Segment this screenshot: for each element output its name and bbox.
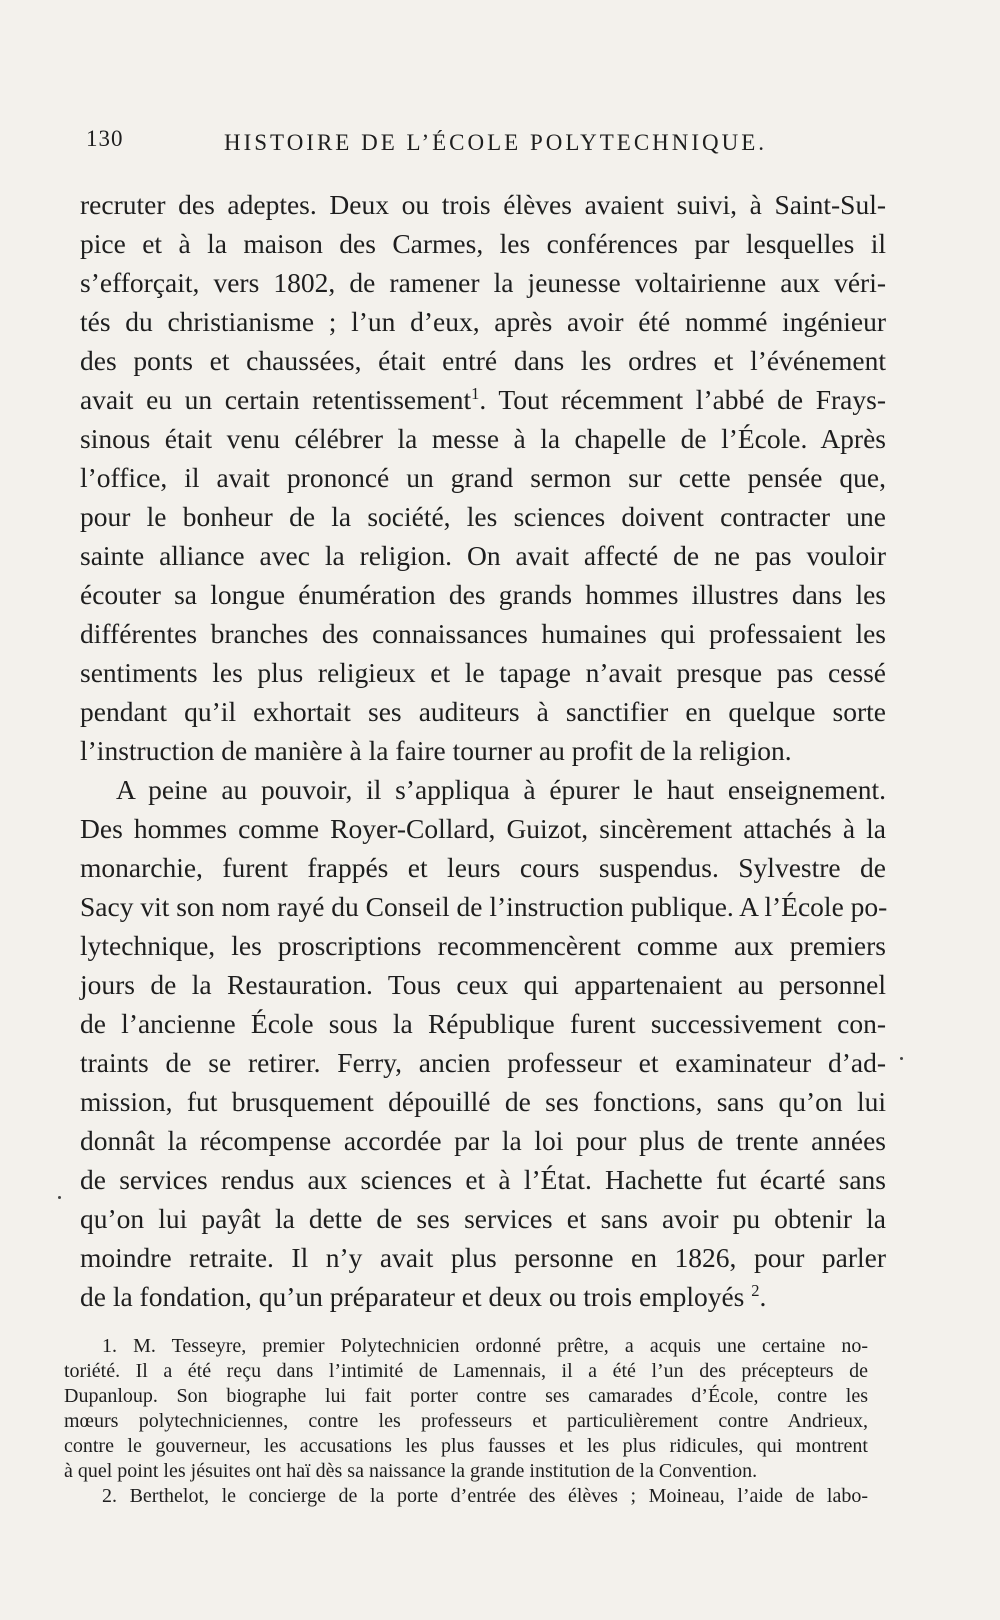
text-line-with-footnote-ref xyxy=(80,1280,886,1314)
text-line: des ponts et chaussées, était entré dans les ordres et l’événement xyxy=(80,345,886,376)
text-line: écouter sa longue énumération des grands hommes illustres dans les xyxy=(80,579,886,610)
text-line: l’instruction de manière à la faire tourner au profit de la religion. xyxy=(80,735,792,766)
text-line: pice et à la maison des Carmes, les conférences par lesquelles il xyxy=(80,228,886,259)
text-line: tés du christianisme ; l’un d’eux, après avoir été nommé ingénieur xyxy=(80,306,886,337)
text-line: A peine au pouvoir, il s’appliqua à épurer le haut enseignement. xyxy=(116,774,886,805)
text-line: sinous était venu célébrer la messe à la chapelle de l’École. Après xyxy=(80,423,886,454)
text-line: sainte alliance avec la religion. On avait affecté de ne pas vouloir xyxy=(80,540,886,571)
text-line: s’efforçait, vers 1802, de ramener la jeunesse voltairienne aux véri- xyxy=(80,267,886,298)
text-line: traints de se retirer. Ferry, ancien professeur et examinateur d’ad- xyxy=(80,1047,886,1078)
text-segment: . xyxy=(759,1281,767,1312)
text-segment: . Tout récemment l’abbé de Frays- xyxy=(479,384,887,415)
text-line: de l’ancienne École sous la République furent successivement con- xyxy=(80,1008,886,1039)
text-line: de services rendus aux sciences et à l’État. Hachette fut écarté sans xyxy=(80,1164,886,1195)
footnote-reference: 1 xyxy=(471,383,480,403)
footnote-line: 1. M. Tesseyre, premier Polytechnicien ordonné prêtre, a acquis une certaine no- xyxy=(102,1335,868,1357)
text-line: qu’on lui payât la dette de ses services et sans avoir pu obtenir la xyxy=(80,1203,886,1234)
text-line: moindre retraite. Il n’y avait plus personne en 1826, pour parler xyxy=(80,1242,886,1273)
text-line: monarchie, furent frappés et leurs cours suspendus. Sylvestre de xyxy=(80,852,886,883)
footnote-reference: 2 xyxy=(751,1280,760,1300)
text-line: recruter des adeptes. Deux ou trois élèves avaient suivi, à Saint-Sul- xyxy=(80,189,886,220)
text-line: l’office, il avait prononcé un grand sermon sur cette pensée que, xyxy=(80,462,886,493)
footnote-line: mœurs polytechniciennes, contre les professeurs et particulièrement contre Andrieux, xyxy=(64,1410,868,1432)
ink-speck xyxy=(900,1057,903,1060)
text-line: Des hommes comme Royer-Collard, Guizot, sincèrement attachés à la xyxy=(80,813,886,844)
text-line: différentes branches des connaissances humaines qui professaient les xyxy=(80,618,886,649)
text-line: mission, fut brusquement dépouillé de ses fonctions, sans qu’on lui xyxy=(80,1086,886,1117)
text-line: Sacy vit son nom rayé du Conseil de l’instruction publique. A l’École po- xyxy=(80,891,888,922)
text-segment: de la fondation, qu’un préparateur et deux ou trois employés xyxy=(80,1281,745,1312)
footnote-line: toriété. Il a été reçu dans l’intimité de Lamennais, il a été l’un des précepteurs de xyxy=(64,1360,868,1382)
text-line-with-footnote-ref xyxy=(80,383,886,417)
footnote-line: Dupanloup. Son biographe lui fait porter contre ses camarades d’École, contre les xyxy=(64,1385,868,1407)
page-number: 130 xyxy=(86,126,124,151)
text-line: sentiments les plus religieux et le tapage n’avait presque pas cessé xyxy=(80,657,886,688)
text-line: jours de la Restauration. Tous ceux qui appartenaient au personnel xyxy=(80,969,886,1000)
footnote-line: 2. Berthelot, le concierge de la porte d’entrée des élèves ; Moineau, l’aide de labo- xyxy=(102,1485,868,1507)
text-line: pour le bonheur de la société, les sciences doivent contracter une xyxy=(80,501,886,532)
text-line: donnât la récompense accordée par la loi pour plus de trente années xyxy=(80,1125,886,1156)
text-line: lytechnique, les proscriptions recommencèrent comme aux premiers xyxy=(80,930,886,961)
text-line: pendant qu’il exhortait ses auditeurs à sanctifier en quelque sorte xyxy=(80,696,886,727)
ink-speck xyxy=(58,1196,61,1199)
footnote-line: contre le gouverneur, les accusations les plus fausses et les plus ridicules, qui montrent xyxy=(64,1435,868,1457)
running-head: HISTOIRE DE L’ÉCOLE POLYTECHNIQUE. xyxy=(224,130,768,155)
footnote-line: à quel point les jésuites ont haï dès sa naissance la grande institution de la Convention. xyxy=(64,1460,758,1482)
text-segment: avait eu un certain retentissement xyxy=(80,384,472,415)
